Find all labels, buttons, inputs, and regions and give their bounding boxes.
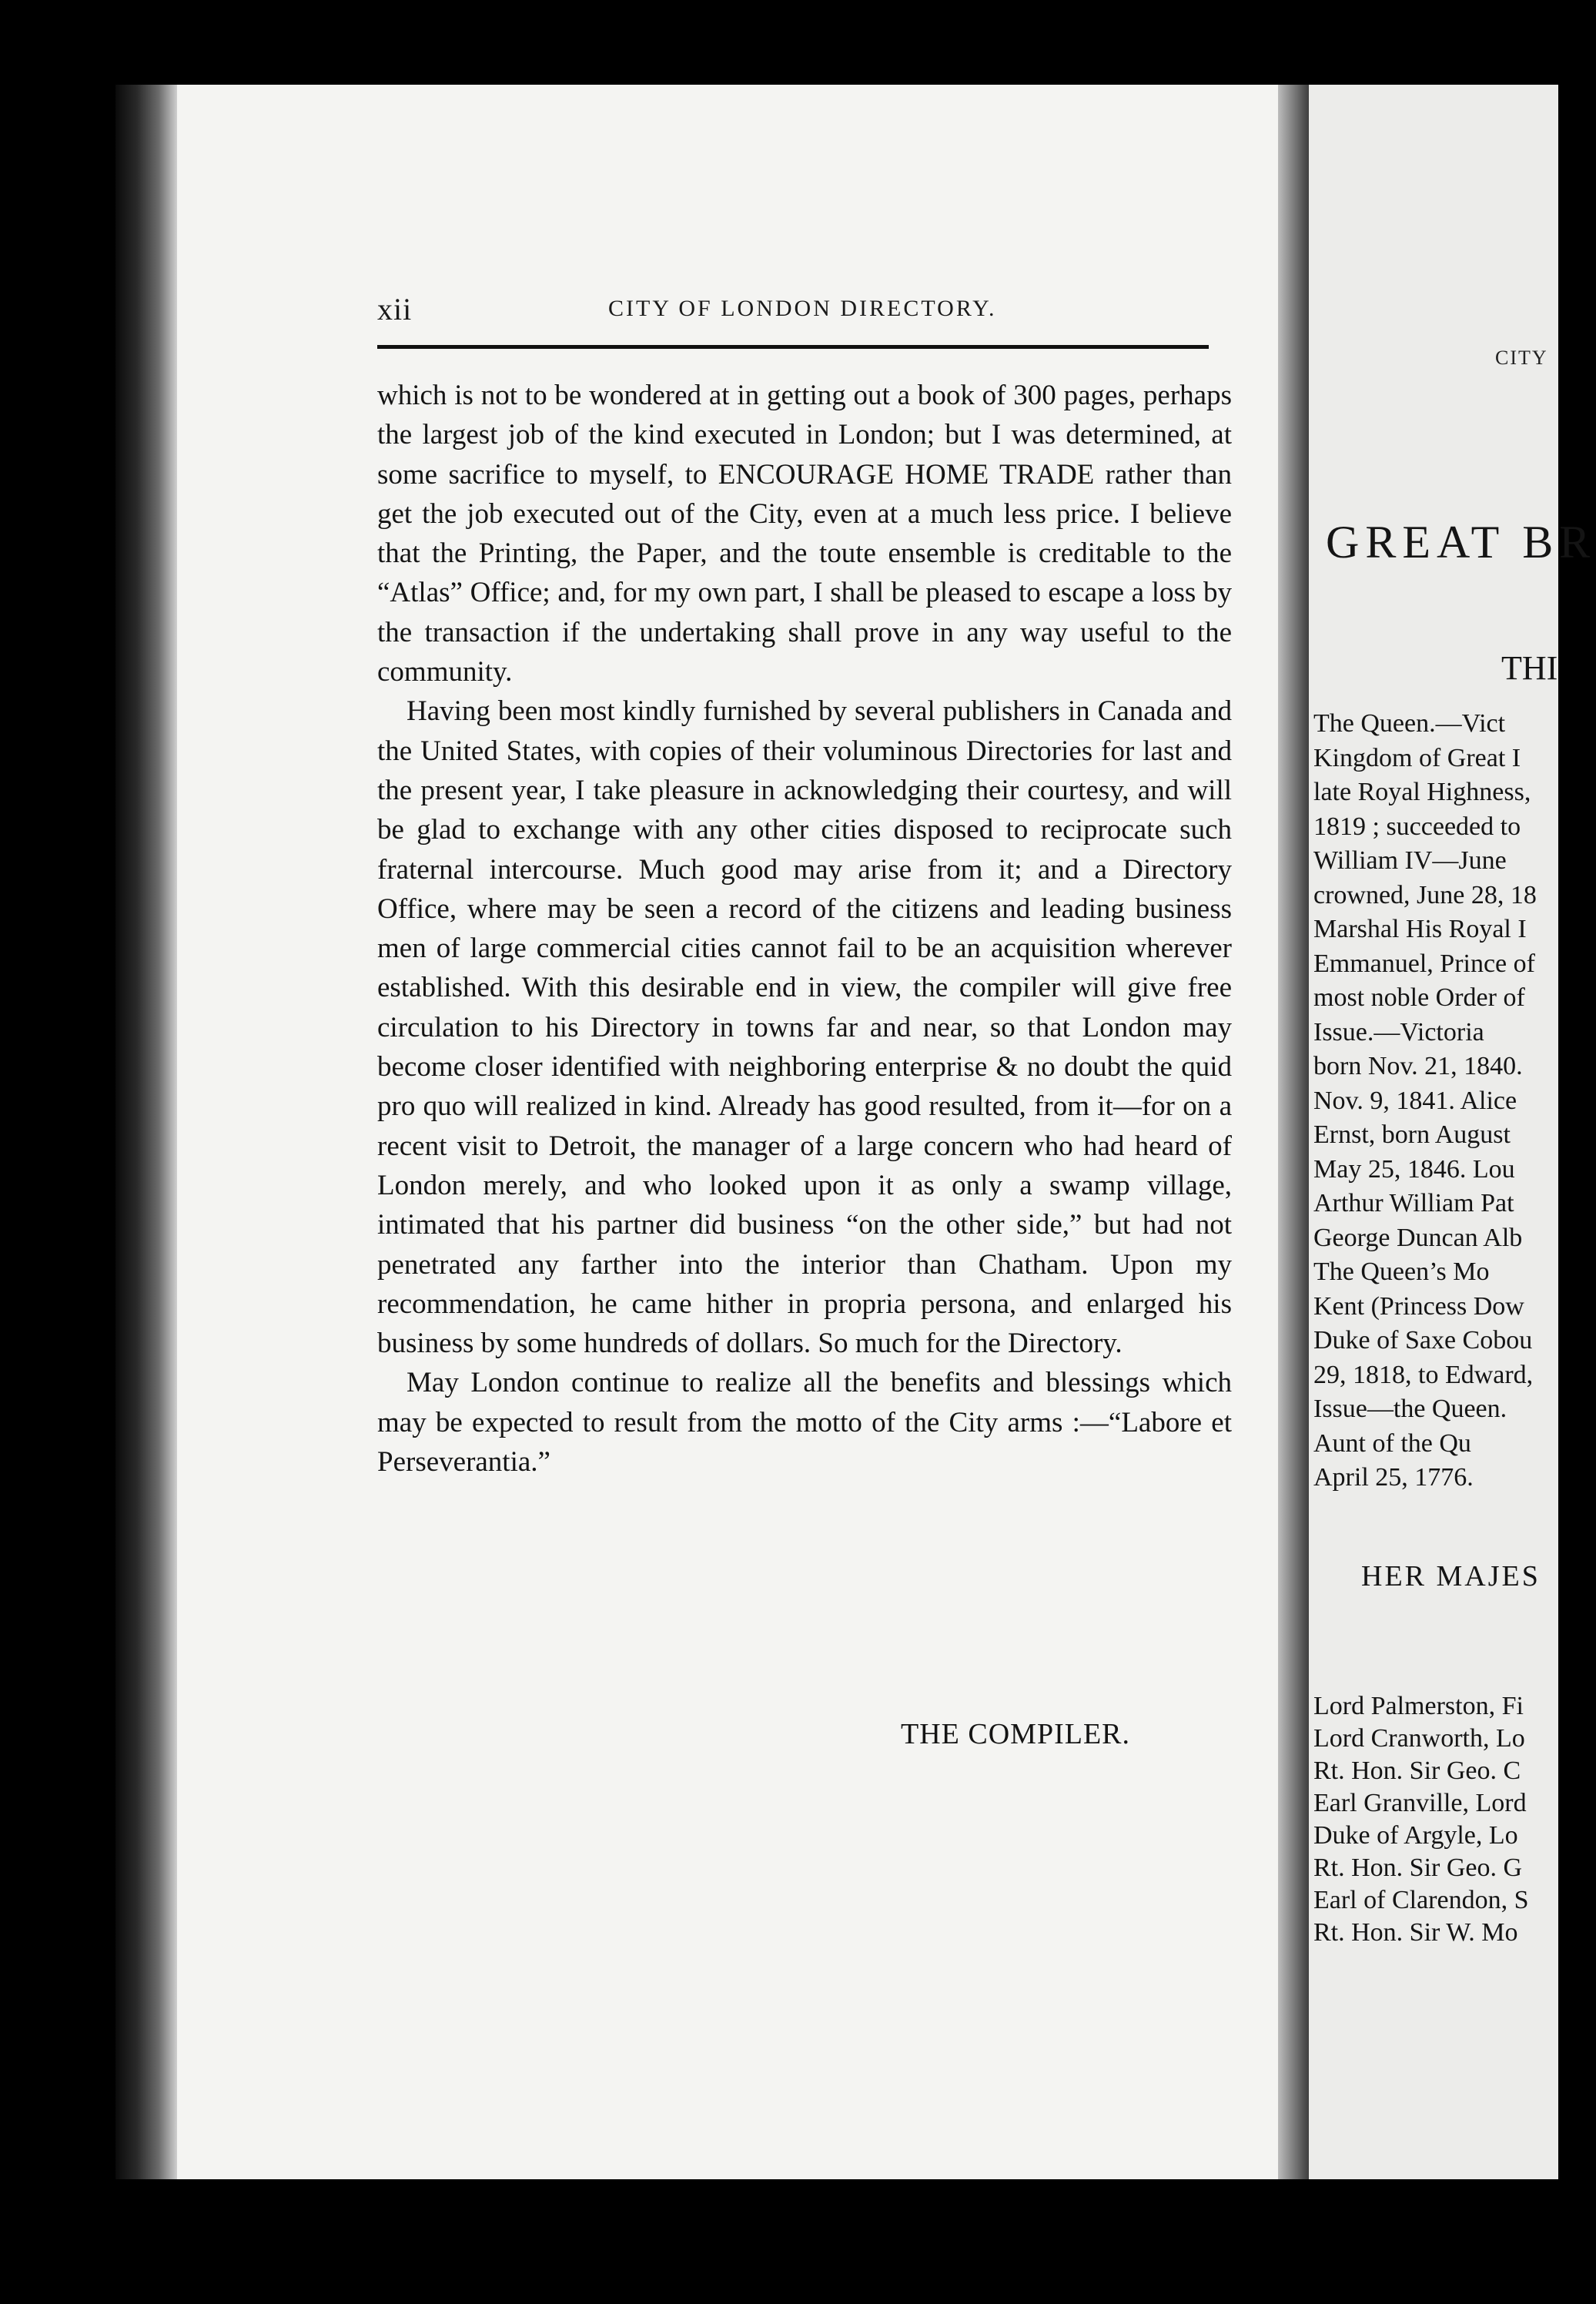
text-line: William IV—June: [1313, 846, 1507, 875]
paragraph: which is not to be wondered at in getting out a book of 300 pages, perhaps the largest job of the kind executed in London; but I was determined, at some sacrifice to myself, to ENCOURAGE HOME TRADE rather than get the job executed out of the City, even at a much less price. I believe that the Printing, the Paper, and the toute ensemble is creditable to the “Atlas” Office; and, for my own part, I shall be pleased to escape a loss by the transaction if the undertaking shall prove in any way useful to the community.: [377, 380, 1232, 688]
text-line: Nov. 9, 1841. Alice: [1313, 1086, 1517, 1115]
minister-line: Rt. Hon. Sir Geo. C: [1313, 1756, 1521, 1785]
text-line: Issue—the Queen.: [1313, 1395, 1507, 1423]
right-running-head: CITY: [1495, 347, 1548, 369]
signature: THE COMPILER.: [901, 1718, 1130, 1750]
text-line: late Royal Highness,: [1313, 778, 1531, 806]
right-page-text: [1313, 707, 1537, 1495]
section-heading: HER MAJES: [1361, 1560, 1541, 1592]
header-rule: [377, 345, 1209, 349]
text-line: Kingdom of Great I: [1313, 743, 1521, 772]
minister-line: Lord Cranworth, Lo: [1313, 1724, 1525, 1753]
page-number: xii: [377, 292, 413, 327]
text-line: Ernst, born August: [1313, 1120, 1511, 1149]
body-text: [377, 376, 1232, 1482]
right-page-subtitle: THI: [1501, 649, 1558, 687]
right-page: [1309, 85, 1596, 2179]
text-line: April 25, 1776.: [1313, 1463, 1474, 1492]
text-line: Arthur William Pat: [1313, 1189, 1514, 1217]
text-line: Issue.—Victoria: [1313, 1017, 1484, 1047]
running-head: [377, 291, 1255, 330]
text-line: crowned, June 28, 18: [1313, 880, 1537, 909]
paragraph: Having been most kindly furnished by several publishers in Canada and the United States, with copies of their voluminous Directories for last and the present year, I take pleasure in acknowledging their courtesy, and will be glad to exchange with any other cities disposed to reciprocate such fraternal intercourse. Much good may arise from it; and a Directory Office, where may be seen a record of the citizens and leading business men of large commercial cities cannot fail to be an acquisition wherever established. With this desirable end in view, the compiler will give free circulation to his Directory in towns far and near, so that London may become closer identified with neighboring enterprise & no doubt the quid pro quo will realized in kind. Already has good resulted, from it—for on a recent visit to Detroit, the manager of a large concern who had heard of London merely, and who looked upon it as only a swamp village, intimated that his partner did business “on the other side,” but had not penetrated any farther into the interior than Chatham. Upon my recommendation, he came hither in propria persona, and enlarged his business by some hundreds of dollars. So much for the Directory.: [377, 695, 1232, 1360]
minister-line: Rt. Hon. Sir Geo. G: [1313, 1854, 1523, 1882]
book-edge: [115, 85, 177, 2179]
text-line: Duke of Saxe Cobou: [1313, 1326, 1533, 1355]
text-line: Emmanuel, Prince of: [1313, 949, 1535, 978]
ministers-list: [1313, 1690, 1529, 1949]
minister-line: Lord Palmerston, Fi: [1313, 1692, 1524, 1720]
text-line: Aunt of the Qu: [1313, 1428, 1471, 1458]
text-line: The Queen.—Vict: [1313, 709, 1506, 738]
text-line: Marshal His Royal I: [1313, 915, 1527, 943]
right-page-title: GREAT BR: [1326, 517, 1596, 568]
text-line: George Duncan Alb: [1313, 1223, 1523, 1252]
text-line: born Nov. 21, 1840.: [1313, 1052, 1523, 1080]
text-line: 29, 1818, to Edward,: [1313, 1360, 1534, 1389]
text-line: most noble Order of: [1313, 983, 1525, 1012]
text-line: 1819 ; succeeded to: [1313, 812, 1521, 841]
minister-line: Earl of Clarendon, S: [1313, 1886, 1529, 1914]
text-line: May 25, 1846. Lou: [1313, 1154, 1515, 1184]
paragraph: May London continue to realize all the benefits and blessings which may be expected to result from the motto of the City arms :—“Labore et Perseverantia.”: [377, 1367, 1232, 1479]
minister-line: Duke of Argyle, Lo: [1313, 1821, 1518, 1850]
running-title: CITY OF LONDON DIRECTORY.: [608, 296, 997, 321]
text-line: The Queen’s Mo: [1313, 1257, 1490, 1286]
text-line: Kent (Princess Dow: [1313, 1291, 1524, 1321]
minister-line: Earl Granville, Lord: [1313, 1789, 1527, 1817]
minister-line: Rt. Hon. Sir W. Mo: [1313, 1918, 1518, 1947]
